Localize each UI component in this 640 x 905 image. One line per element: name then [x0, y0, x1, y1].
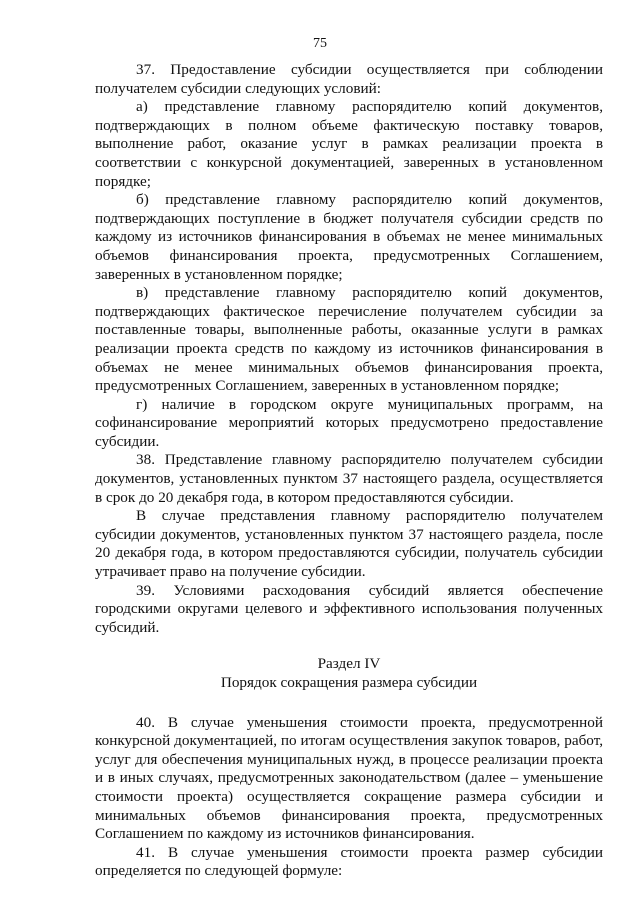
paragraph-37-a: а) представление главному распорядителю копий документов, подтверждающих в полном объеме фактическую поставку товаров, выполнение работ, оказание услуг в рамках реализации проекта в соответствии с конкурсной документацией, заверенных в установленном порядке; — [95, 98, 603, 190]
page-number: 75 — [313, 36, 327, 51]
paragraph-41: 41. В случае уменьшения стоимости проекта размер субсидии определяется по следующей формуле: — [95, 843, 603, 880]
paragraph-37-g: г) наличие в городском округе муниципальных программ, на софинансирование мероприятий которых предусмотрено предоставление субсидии. — [95, 395, 603, 450]
paragraph-40: 40. В случае уменьшения стоимости проекта, предусмотренной конкурсной документацией, по итогам осуществления закупок товаров, работ, услуг для обеспечения муниципальных нужд, в процессе реализации проекта и в иных случаях, предусмотренных законодательством (далее – уменьшение стоимости проекта) осуществляется сокращение размера субсидии и минимальных объемов финансирования проекта, предусмотренных Соглашением по каждому из источников финансирования. — [95, 713, 603, 843]
paragraph-38-continued: В случае представления главному распорядителю получателем субсидии документов, установленных пунктом 37 настоящего раздела, после 20 декабря года, в котором предоставляются субсидии, получатель субсидии утрачивает право на получение субсидии. — [95, 507, 603, 581]
paragraph-37: 37. Предоставление субсидии осуществляется при соблюдении получателем субсидии следующих условий: — [95, 61, 603, 97]
section-title: Раздел IV — [317, 655, 381, 673]
paragraph-39: 39. Условиями расходования субсидий является обеспечение городскими округами целевого и эффективного использования полученных субсидий. — [95, 581, 603, 636]
paragraph-37-v: в) представление главному распорядителю копий документов, подтверждающих фактическое перечисление получателем субсидии за поставленные товары, выполненные работы, оказанные услуги в рамках реализации проекта средств по каждому из источников финансирования в объемах не менее минимальных объемов финансирования проекта, предусмотренных Соглашением, заверенных в установленном порядке; — [95, 284, 603, 395]
paragraph-37-b: б) представление главному распорядителю копий документов, подтверждающих поступление в бюджет получателя субсидии средств по каждому из источников финансирования в объемах не менее минимальных объемов финансирования проекта, предусмотренных Соглашением, заверенных в установленном порядке; — [95, 191, 603, 283]
paragraph-38: 38. Представление главному распорядителю получателем субсидии документов, установленных пунктом 37 настоящего раздела, осуществляется в срок до 20 декабря года, в котором предоставляются субсидии. — [95, 451, 603, 506]
section-heading: Порядок сокращения размера субсидии — [220, 674, 478, 691]
document-body — [95, 61, 603, 881]
